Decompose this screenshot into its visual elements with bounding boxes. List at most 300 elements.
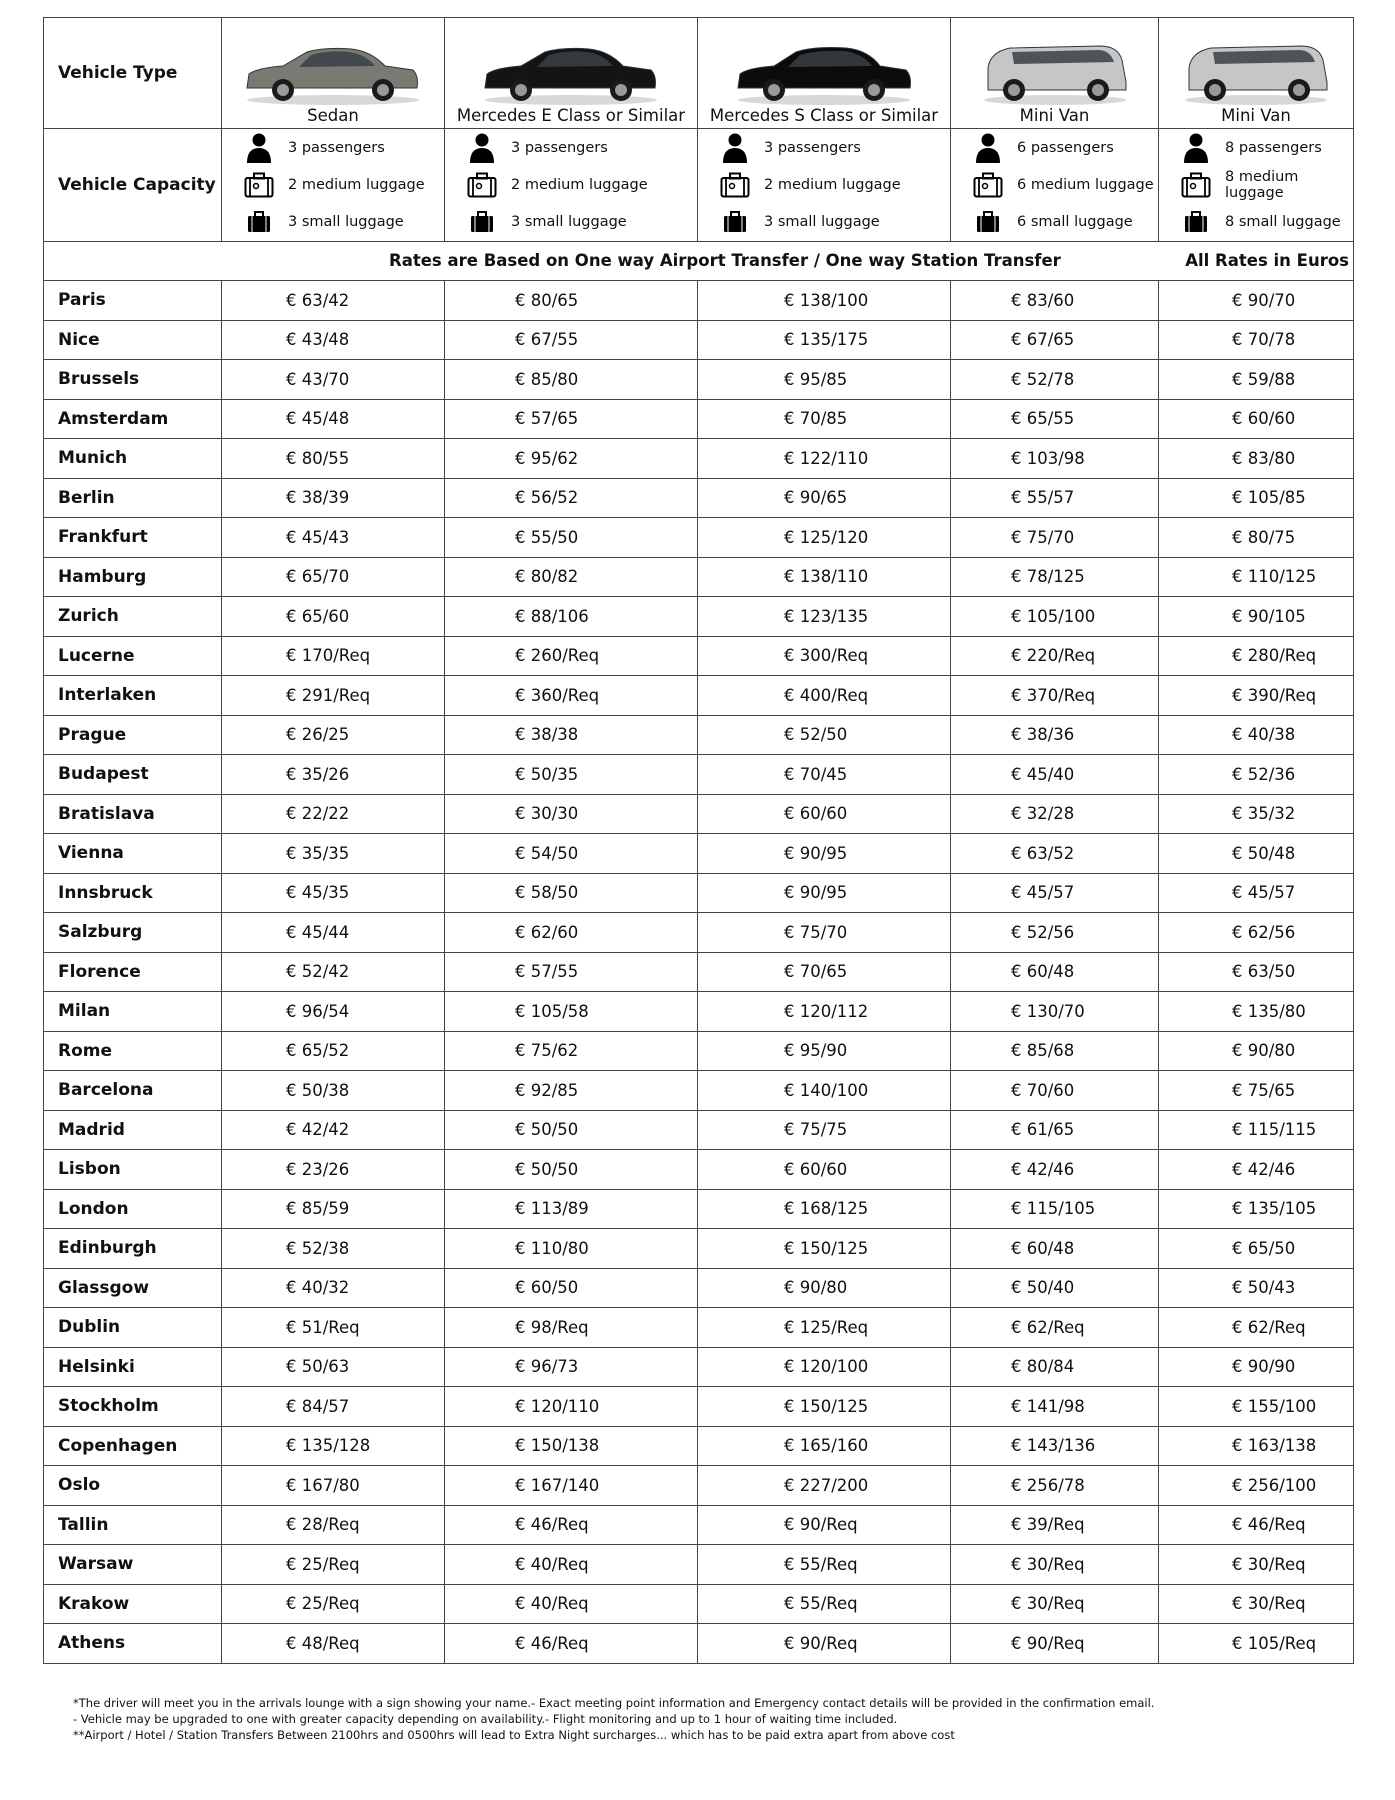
rate-cell: € 38/39 bbox=[222, 478, 445, 518]
rate-cell: € 256/78 bbox=[951, 1466, 1159, 1506]
rate-cell: € 83/60 bbox=[951, 281, 1159, 321]
medium-luggage-capacity bbox=[244, 167, 444, 204]
vehicle-name: Sedan bbox=[307, 106, 359, 125]
rate-cell: € 60/48 bbox=[951, 952, 1159, 992]
rate-cell: € 80/75 bbox=[1159, 518, 1354, 558]
small-luggage-capacity bbox=[1181, 204, 1353, 241]
small-luggage-count: 3 small luggage bbox=[764, 214, 880, 230]
table-row bbox=[44, 834, 1354, 874]
suitcase-icon bbox=[973, 170, 1003, 200]
rate-cell: € 98/Req bbox=[445, 1308, 698, 1348]
vehicle-type-row bbox=[44, 18, 1354, 129]
rate-cell: € 120/100 bbox=[698, 1347, 951, 1387]
rate-cell: € 39/Req bbox=[951, 1505, 1159, 1545]
rate-cell: € 95/90 bbox=[698, 1031, 951, 1071]
city-name: Brussels bbox=[44, 360, 222, 400]
rate-cell: € 370/Req bbox=[951, 676, 1159, 716]
rate-cell: € 167/80 bbox=[222, 1466, 445, 1506]
rate-cell: € 360/Req bbox=[445, 676, 698, 716]
rate-cell: € 110/125 bbox=[1159, 557, 1354, 597]
rate-cell: € 30/Req bbox=[951, 1545, 1159, 1585]
rate-cell: € 62/Req bbox=[1159, 1308, 1354, 1348]
rate-cell: € 80/65 bbox=[445, 281, 698, 321]
rate-cell: € 50/40 bbox=[951, 1268, 1159, 1308]
rate-cell: € 84/57 bbox=[222, 1387, 445, 1427]
table-row bbox=[44, 1071, 1354, 1111]
table-row bbox=[44, 1505, 1354, 1545]
rate-cell: € 42/46 bbox=[1159, 1150, 1354, 1190]
rate-cell: € 150/138 bbox=[445, 1426, 698, 1466]
small-luggage-count: 3 small luggage bbox=[288, 214, 404, 230]
vehicle-column-header bbox=[698, 18, 951, 129]
rate-cell: € 52/42 bbox=[222, 952, 445, 992]
silver-minivan-image bbox=[1159, 38, 1353, 106]
rate-cell: € 96/73 bbox=[445, 1347, 698, 1387]
black-limousine-car-image bbox=[698, 38, 950, 106]
city-name: Interlaken bbox=[44, 676, 222, 716]
rate-cell: € 120/112 bbox=[698, 992, 951, 1032]
rates-note-row bbox=[44, 242, 1354, 281]
rate-cell: € 65/52 bbox=[222, 1031, 445, 1071]
city-name: Nice bbox=[44, 320, 222, 360]
table-row bbox=[44, 399, 1354, 439]
city-name: Stockholm bbox=[44, 1387, 222, 1427]
table-row bbox=[44, 281, 1354, 321]
table-row bbox=[44, 1624, 1354, 1664]
rate-cell: € 40/32 bbox=[222, 1268, 445, 1308]
passenger-capacity bbox=[1181, 130, 1353, 167]
city-name: Vienna bbox=[44, 834, 222, 874]
rate-cell: € 40/Req bbox=[445, 1545, 698, 1585]
rate-cell: € 390/Req bbox=[1159, 676, 1354, 716]
vehicle-name: Mini Van bbox=[1221, 106, 1291, 125]
person-icon bbox=[244, 133, 274, 163]
rate-cell: € 57/65 bbox=[445, 399, 698, 439]
rate-cell: € 170/Req bbox=[222, 636, 445, 676]
rate-cell: € 26/25 bbox=[222, 715, 445, 755]
rate-cell: € 30/Req bbox=[1159, 1584, 1354, 1624]
rate-cell: € 115/115 bbox=[1159, 1110, 1354, 1150]
passenger-count: 3 passengers bbox=[511, 140, 608, 156]
rate-cell: € 75/70 bbox=[698, 913, 951, 953]
table-row bbox=[44, 1150, 1354, 1190]
rate-cell: € 150/125 bbox=[698, 1387, 951, 1427]
small-luggage-capacity bbox=[720, 204, 950, 241]
rate-cell: € 85/59 bbox=[222, 1189, 445, 1229]
rate-cell: € 30/30 bbox=[445, 794, 698, 834]
city-name: Copenhagen bbox=[44, 1426, 222, 1466]
city-name: Dublin bbox=[44, 1308, 222, 1348]
city-name: Hamburg bbox=[44, 557, 222, 597]
city-name: Krakow bbox=[44, 1584, 222, 1624]
bag-icon bbox=[973, 207, 1003, 237]
rate-cell: € 90/95 bbox=[698, 834, 951, 874]
rate-cell: € 57/55 bbox=[445, 952, 698, 992]
rate-cell: € 52/78 bbox=[951, 360, 1159, 400]
rate-cell: € 140/100 bbox=[698, 1071, 951, 1111]
table-row bbox=[44, 952, 1354, 992]
rate-cell: € 38/38 bbox=[445, 715, 698, 755]
table-row bbox=[44, 597, 1354, 637]
rate-cell: € 85/80 bbox=[445, 360, 698, 400]
rate-cell: € 138/100 bbox=[698, 281, 951, 321]
passenger-capacity bbox=[467, 130, 697, 167]
vehicle-capacity-cell bbox=[1159, 129, 1354, 242]
passenger-capacity bbox=[973, 130, 1158, 167]
rate-cell: € 70/65 bbox=[698, 952, 951, 992]
bag-icon bbox=[1181, 207, 1211, 237]
rate-cell: € 135/105 bbox=[1159, 1189, 1354, 1229]
rate-cell: € 75/70 bbox=[951, 518, 1159, 558]
table-row bbox=[44, 1268, 1354, 1308]
vehicle-capacity-cell bbox=[222, 129, 445, 242]
vehicle-column-header bbox=[445, 18, 698, 129]
rate-cell: € 30/Req bbox=[1159, 1545, 1354, 1585]
rate-cell: € 25/Req bbox=[222, 1584, 445, 1624]
medium-luggage-count: 2 medium luggage bbox=[511, 177, 648, 193]
rate-cell: € 45/57 bbox=[1159, 873, 1354, 913]
city-name: Budapest bbox=[44, 755, 222, 795]
passenger-count: 3 passengers bbox=[288, 140, 385, 156]
table-row bbox=[44, 1466, 1354, 1506]
table-row bbox=[44, 1110, 1354, 1150]
rate-cell: € 138/110 bbox=[698, 557, 951, 597]
rate-cell: € 62/60 bbox=[445, 913, 698, 953]
rate-cell: € 65/50 bbox=[1159, 1229, 1354, 1269]
rate-cell: € 163/138 bbox=[1159, 1426, 1354, 1466]
rates-note-cell bbox=[44, 242, 1354, 281]
rate-cell: € 130/70 bbox=[951, 992, 1159, 1032]
rate-cell: € 45/57 bbox=[951, 873, 1159, 913]
rate-cell: € 103/98 bbox=[951, 439, 1159, 479]
passenger-count: 3 passengers bbox=[764, 140, 861, 156]
rate-cell: € 45/48 bbox=[222, 399, 445, 439]
rate-cell: € 256/100 bbox=[1159, 1466, 1354, 1506]
table-row bbox=[44, 715, 1354, 755]
rate-cell: € 45/43 bbox=[222, 518, 445, 558]
vehicle-column-header bbox=[222, 18, 445, 129]
table-row bbox=[44, 557, 1354, 597]
rate-cell: € 105/58 bbox=[445, 992, 698, 1032]
vehicle-type-label: Vehicle Type bbox=[44, 18, 222, 129]
medium-luggage-capacity bbox=[467, 167, 697, 204]
rate-cell: € 168/125 bbox=[698, 1189, 951, 1229]
vehicle-capacity-cell bbox=[951, 129, 1159, 242]
table-row bbox=[44, 873, 1354, 913]
table-row bbox=[44, 794, 1354, 834]
table-row bbox=[44, 439, 1354, 479]
rate-cell: € 25/Req bbox=[222, 1545, 445, 1585]
rate-cell: € 150/125 bbox=[698, 1229, 951, 1269]
medium-luggage-count: 6 medium luggage bbox=[1017, 177, 1154, 193]
rate-cell: € 60/60 bbox=[698, 794, 951, 834]
medium-luggage-capacity bbox=[720, 167, 950, 204]
rate-cell: € 80/82 bbox=[445, 557, 698, 597]
city-name: Bratislava bbox=[44, 794, 222, 834]
rate-cell: € 45/40 bbox=[951, 755, 1159, 795]
table-row bbox=[44, 1347, 1354, 1387]
rate-cell: € 110/80 bbox=[445, 1229, 698, 1269]
rate-cell: € 105/Req bbox=[1159, 1624, 1354, 1664]
rate-cell: € 35/32 bbox=[1159, 794, 1354, 834]
rate-cell: € 60/48 bbox=[951, 1229, 1159, 1269]
table-row bbox=[44, 913, 1354, 953]
rate-cell: € 280/Req bbox=[1159, 636, 1354, 676]
footer-note: - Vehicle may be upgraded to one with greater capacity depending on availability.- Flight monitoring and up to 1 hour of waiting time included. bbox=[73, 1712, 898, 1726]
rate-cell: € 60/60 bbox=[1159, 399, 1354, 439]
footer-notes bbox=[73, 1695, 1154, 1743]
table-row bbox=[44, 478, 1354, 518]
rate-cell: € 90/70 bbox=[1159, 281, 1354, 321]
rate-cell: € 65/60 bbox=[222, 597, 445, 637]
rate-cell: € 75/62 bbox=[445, 1031, 698, 1071]
footer-note: *The driver will meet you in the arrivals lounge with a sign showing your name.- Exact meeting point information and Emergency contact details will be provided in the confirmation email. bbox=[73, 1696, 1155, 1710]
person-icon bbox=[1181, 133, 1211, 163]
rate-cell: € 83/80 bbox=[1159, 439, 1354, 479]
person-icon bbox=[720, 133, 750, 163]
table-row bbox=[44, 360, 1354, 400]
vehicle-capacity-label: Vehicle Capacity bbox=[44, 129, 222, 242]
vehicle-name: Mercedes E Class or Similar bbox=[456, 106, 686, 125]
rate-cell: € 78/125 bbox=[951, 557, 1159, 597]
city-name: Oslo bbox=[44, 1466, 222, 1506]
rate-cell: € 43/70 bbox=[222, 360, 445, 400]
city-name: Paris bbox=[44, 281, 222, 321]
table-row bbox=[44, 1229, 1354, 1269]
medium-luggage-count: 8 medium luggage bbox=[1225, 169, 1299, 201]
rate-cell: € 122/110 bbox=[698, 439, 951, 479]
table-row bbox=[44, 1426, 1354, 1466]
medium-luggage-count: 2 medium luggage bbox=[764, 177, 901, 193]
bag-icon bbox=[720, 207, 750, 237]
small-luggage-capacity bbox=[244, 204, 444, 241]
rate-cell: € 96/54 bbox=[222, 992, 445, 1032]
rate-cell: € 45/35 bbox=[222, 873, 445, 913]
rate-cell: € 63/50 bbox=[1159, 952, 1354, 992]
rate-cell: € 300/Req bbox=[698, 636, 951, 676]
table-row bbox=[44, 1387, 1354, 1427]
vehicle-capacity-cell bbox=[445, 129, 698, 242]
table-row bbox=[44, 636, 1354, 676]
rate-cell: € 35/35 bbox=[222, 834, 445, 874]
rate-cell: € 28/Req bbox=[222, 1505, 445, 1545]
rate-cell: € 55/50 bbox=[445, 518, 698, 558]
table-row bbox=[44, 1545, 1354, 1585]
table-row bbox=[44, 992, 1354, 1032]
rate-cell: € 35/26 bbox=[222, 755, 445, 795]
rate-cell: € 67/65 bbox=[951, 320, 1159, 360]
passenger-count: 8 passengers bbox=[1225, 140, 1322, 156]
rate-cell: € 40/38 bbox=[1159, 715, 1354, 755]
rate-cell: € 65/70 bbox=[222, 557, 445, 597]
medium-luggage-count: 2 medium luggage bbox=[288, 177, 425, 193]
rate-cell: € 52/50 bbox=[698, 715, 951, 755]
footer-note: **Airport / Hotel / Station Transfers Between 2100hrs and 0500hrs will lead to Extra Night surcharges... which has to be paid extra apart from above cost bbox=[73, 1728, 955, 1742]
person-icon bbox=[973, 133, 1003, 163]
rate-cell: € 141/98 bbox=[951, 1387, 1159, 1427]
table-row bbox=[44, 518, 1354, 558]
rate-cell: € 70/85 bbox=[698, 399, 951, 439]
city-name: Amsterdam bbox=[44, 399, 222, 439]
rate-cell: € 125/120 bbox=[698, 518, 951, 558]
rate-cell: € 46/Req bbox=[1159, 1505, 1354, 1545]
rate-cell: € 58/50 bbox=[445, 873, 698, 913]
bag-icon bbox=[467, 207, 497, 237]
suitcase-icon bbox=[467, 170, 497, 200]
table-row bbox=[44, 1031, 1354, 1071]
rates-basis-note: Rates are Based on One way Airport Transfer / One way Station Transfer bbox=[389, 251, 1061, 270]
rate-cell: € 165/160 bbox=[698, 1426, 951, 1466]
city-name: Innsbruck bbox=[44, 873, 222, 913]
rate-cell: € 105/85 bbox=[1159, 478, 1354, 518]
small-luggage-count: 8 small luggage bbox=[1225, 214, 1341, 230]
vehicle-name: Mini Van bbox=[1019, 106, 1090, 125]
suitcase-icon bbox=[1181, 170, 1211, 200]
rate-cell: € 115/105 bbox=[951, 1189, 1159, 1229]
city-name: Lisbon bbox=[44, 1150, 222, 1190]
rate-cell: € 52/36 bbox=[1159, 755, 1354, 795]
rate-cell: € 52/38 bbox=[222, 1229, 445, 1269]
rate-cell: € 42/46 bbox=[951, 1150, 1159, 1190]
rate-cell: € 52/56 bbox=[951, 913, 1159, 953]
rate-cell: € 55/Req bbox=[698, 1545, 951, 1585]
rate-cell: € 260/Req bbox=[445, 636, 698, 676]
rate-cell: € 46/Req bbox=[445, 1505, 698, 1545]
city-name: Athens bbox=[44, 1624, 222, 1664]
rate-cell: € 63/42 bbox=[222, 281, 445, 321]
city-name: Tallin bbox=[44, 1505, 222, 1545]
city-name: Helsinki bbox=[44, 1347, 222, 1387]
rate-cell: € 60/50 bbox=[445, 1268, 698, 1308]
city-name: Edinburgh bbox=[44, 1229, 222, 1269]
table-row bbox=[44, 755, 1354, 795]
rate-cell: € 50/38 bbox=[222, 1071, 445, 1111]
vehicle-column-header bbox=[1159, 18, 1354, 129]
vehicle-capacity-row bbox=[44, 129, 1354, 242]
rate-cell: € 123/135 bbox=[698, 597, 951, 637]
passenger-capacity bbox=[244, 130, 444, 167]
table-row bbox=[44, 1189, 1354, 1229]
rate-cell: € 62/Req bbox=[951, 1308, 1159, 1348]
rate-cell: € 23/26 bbox=[222, 1150, 445, 1190]
rate-cell: € 55/Req bbox=[698, 1584, 951, 1624]
rate-cell: € 75/75 bbox=[698, 1110, 951, 1150]
city-name: Rome bbox=[44, 1031, 222, 1071]
city-name: London bbox=[44, 1189, 222, 1229]
rate-cell: € 92/85 bbox=[445, 1071, 698, 1111]
rate-cell: € 50/43 bbox=[1159, 1268, 1354, 1308]
city-name: Milan bbox=[44, 992, 222, 1032]
rates-sheet bbox=[43, 17, 1353, 1664]
small-luggage-count: 6 small luggage bbox=[1017, 214, 1133, 230]
rate-cell: € 167/140 bbox=[445, 1466, 698, 1506]
rate-cell: € 155/100 bbox=[1159, 1387, 1354, 1427]
silver-minivan-image bbox=[951, 38, 1158, 106]
city-name: Munich bbox=[44, 439, 222, 479]
rate-cell: € 32/28 bbox=[951, 794, 1159, 834]
rate-cell: € 30/Req bbox=[951, 1584, 1159, 1624]
city-name: Madrid bbox=[44, 1110, 222, 1150]
rate-cell: € 70/78 bbox=[1159, 320, 1354, 360]
rate-cell: € 22/22 bbox=[222, 794, 445, 834]
rate-cell: € 95/62 bbox=[445, 439, 698, 479]
rate-cell: € 90/80 bbox=[698, 1268, 951, 1308]
rate-cell: € 400/Req bbox=[698, 676, 951, 716]
suitcase-icon bbox=[244, 170, 274, 200]
rate-cell: € 105/100 bbox=[951, 597, 1159, 637]
rate-cell: € 90/Req bbox=[698, 1624, 951, 1664]
rate-cell: € 50/35 bbox=[445, 755, 698, 795]
rate-cell: € 85/68 bbox=[951, 1031, 1159, 1071]
rate-cell: € 50/48 bbox=[1159, 834, 1354, 874]
rate-cell: € 51/Req bbox=[222, 1308, 445, 1348]
city-name: Glassgow bbox=[44, 1268, 222, 1308]
sedan-car-image bbox=[222, 38, 444, 106]
rate-cell: € 90/95 bbox=[698, 873, 951, 913]
rates-table bbox=[43, 17, 1354, 1664]
small-luggage-count: 3 small luggage bbox=[511, 214, 627, 230]
rate-cell: € 46/Req bbox=[445, 1624, 698, 1664]
rate-cell: € 38/36 bbox=[951, 715, 1159, 755]
rate-cell: € 90/80 bbox=[1159, 1031, 1354, 1071]
rate-cell: € 80/84 bbox=[951, 1347, 1159, 1387]
rate-cell: € 80/55 bbox=[222, 439, 445, 479]
rate-cell: € 227/200 bbox=[698, 1466, 951, 1506]
city-name: Barcelona bbox=[44, 1071, 222, 1111]
rate-cell: € 50/50 bbox=[445, 1110, 698, 1150]
rate-cell: € 56/52 bbox=[445, 478, 698, 518]
rate-cell: € 113/89 bbox=[445, 1189, 698, 1229]
vehicle-capacity-cell bbox=[698, 129, 951, 242]
city-name: Florence bbox=[44, 952, 222, 992]
rate-cell: € 54/50 bbox=[445, 834, 698, 874]
currency-note: All Rates in Euros bbox=[1185, 251, 1349, 270]
rate-cell: € 59/88 bbox=[1159, 360, 1354, 400]
rate-cell: € 120/110 bbox=[445, 1387, 698, 1427]
rate-cell: € 61/65 bbox=[951, 1110, 1159, 1150]
rate-cell: € 50/50 bbox=[445, 1150, 698, 1190]
table-row bbox=[44, 1308, 1354, 1348]
bag-icon bbox=[244, 207, 274, 237]
vehicle-name: Mercedes S Class or Similar bbox=[709, 106, 939, 125]
black-sedan-car-image bbox=[445, 38, 697, 106]
rate-cell: € 70/60 bbox=[951, 1071, 1159, 1111]
rate-cell: € 135/128 bbox=[222, 1426, 445, 1466]
rate-cell: € 90/90 bbox=[1159, 1347, 1354, 1387]
rate-cell: € 90/Req bbox=[698, 1505, 951, 1545]
rate-cell: € 75/65 bbox=[1159, 1071, 1354, 1111]
table-row bbox=[44, 320, 1354, 360]
rate-cell: € 60/60 bbox=[698, 1150, 951, 1190]
rate-cell: € 90/Req bbox=[951, 1624, 1159, 1664]
table-row bbox=[44, 1584, 1354, 1624]
rate-cell: € 135/175 bbox=[698, 320, 951, 360]
city-name: Prague bbox=[44, 715, 222, 755]
rate-cell: € 40/Req bbox=[445, 1584, 698, 1624]
rate-cell: € 143/136 bbox=[951, 1426, 1159, 1466]
rate-cell: € 43/48 bbox=[222, 320, 445, 360]
small-luggage-capacity bbox=[973, 204, 1158, 241]
rate-cell: € 291/Req bbox=[222, 676, 445, 716]
table-row bbox=[44, 676, 1354, 716]
city-name: Frankfurt bbox=[44, 518, 222, 558]
rate-cell: € 42/42 bbox=[222, 1110, 445, 1150]
city-name: Zurich bbox=[44, 597, 222, 637]
city-name: Salzburg bbox=[44, 913, 222, 953]
suitcase-icon bbox=[720, 170, 750, 200]
rate-cell: € 62/56 bbox=[1159, 913, 1354, 953]
rate-cell: € 67/55 bbox=[445, 320, 698, 360]
